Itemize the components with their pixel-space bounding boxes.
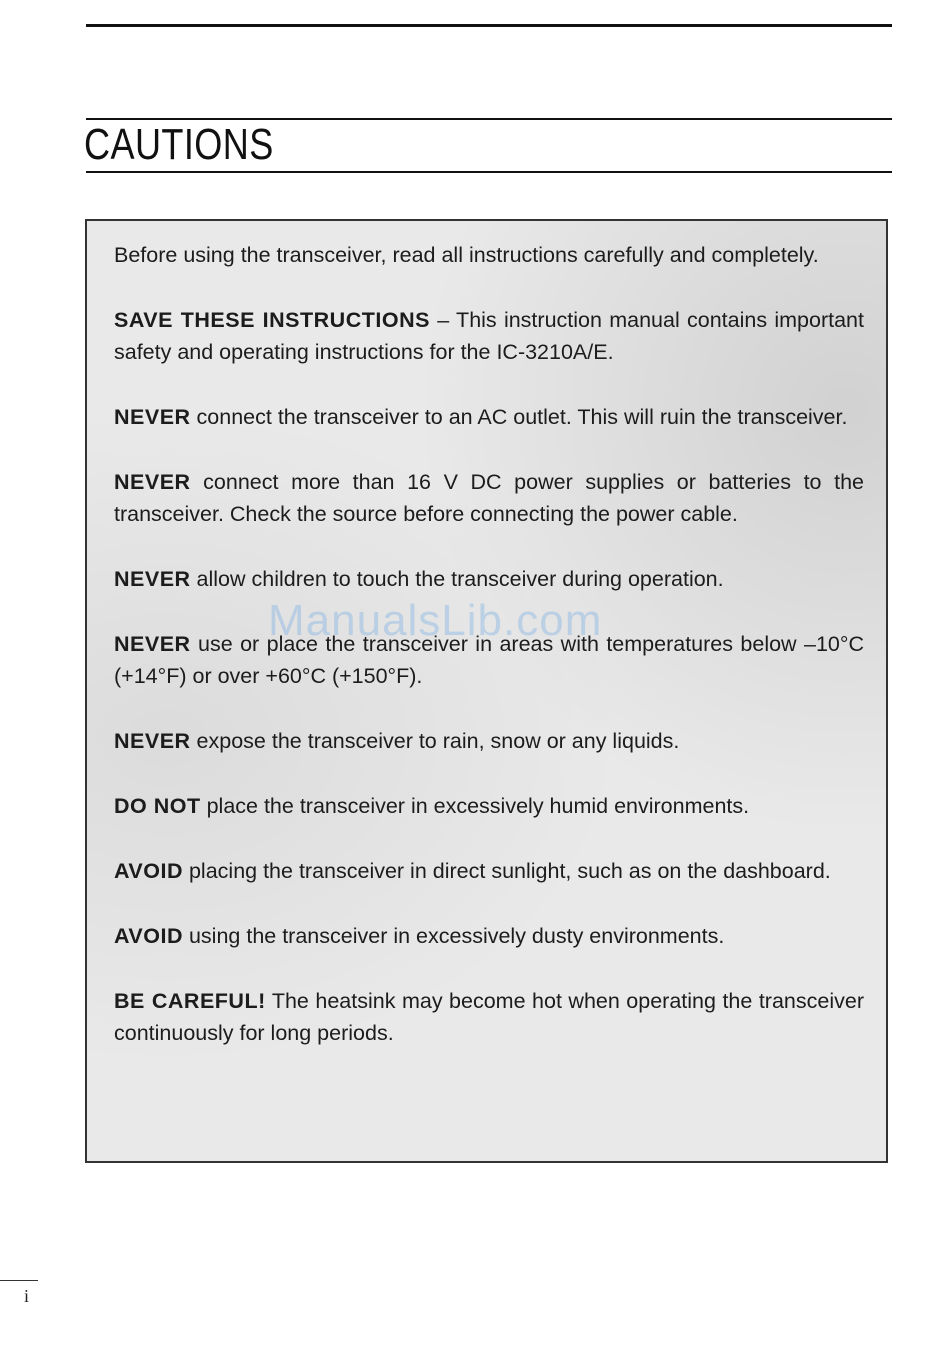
caution-lead: AVOID bbox=[114, 924, 183, 948]
caution-text: expose the transceiver to rain, snow or any liquids. bbox=[190, 729, 680, 753]
caution-text: connect the transceiver to an AC outlet. This will ruin the transceiver. bbox=[190, 405, 848, 429]
page-number-rule bbox=[0, 1280, 38, 1281]
cautions-list bbox=[114, 239, 864, 1082]
caution-lead: NEVER bbox=[114, 729, 191, 753]
caution-text: The heatsink may become hot when operating the transceiver continuously for long periods. bbox=[114, 989, 864, 1045]
caution-item bbox=[114, 239, 864, 271]
caution-item bbox=[114, 855, 864, 887]
caution-text: – This instruction manual contains important safety and operating instructions for the IC-3210A/E. bbox=[114, 308, 864, 364]
page-number: i bbox=[24, 1286, 30, 1306]
caution-text: connect more than 16 V DC power supplies or batteries to the transceiver. Check the source before connecting the power cable. bbox=[114, 470, 864, 526]
caution-lead: SAVE THESE INSTRUCTIONS bbox=[114, 308, 430, 332]
caution-text: using the transceiver in excessively dusty environments. bbox=[183, 924, 725, 948]
page-title: CAUTIONS bbox=[84, 120, 274, 169]
caution-lead: NEVER bbox=[114, 470, 191, 494]
caution-item bbox=[114, 401, 864, 433]
caution-lead: NEVER bbox=[114, 567, 191, 591]
caution-text: Before using the transceiver, read all instructions carefully and completely. bbox=[114, 243, 819, 267]
caution-text: placing the transceiver in direct sunlight, such as on the dashboard. bbox=[183, 859, 831, 883]
caution-item bbox=[114, 725, 864, 757]
caution-text: place the transceiver in excessively humid environments. bbox=[200, 794, 750, 818]
caution-item bbox=[114, 985, 864, 1049]
caution-text: allow children to touch the transceiver during operation. bbox=[190, 567, 724, 591]
caution-lead: DO NOT bbox=[114, 794, 201, 818]
title-bottom-rule bbox=[86, 171, 892, 173]
caution-item bbox=[114, 304, 864, 368]
caution-lead: NEVER bbox=[114, 632, 191, 656]
caution-item bbox=[114, 563, 864, 595]
caution-item bbox=[114, 466, 864, 530]
caution-lead: BE CAREFUL! bbox=[114, 989, 266, 1013]
caution-lead: AVOID bbox=[114, 859, 183, 883]
caution-lead: NEVER bbox=[114, 405, 191, 429]
top-rule bbox=[86, 24, 892, 27]
watermark: ManualsLib.com bbox=[268, 596, 603, 645]
caution-item bbox=[114, 790, 864, 822]
caution-text: use or place the transceiver in areas with temperatures below –10°C (+14°F) or over +60°C (+150°F). bbox=[114, 632, 864, 688]
caution-item bbox=[114, 920, 864, 952]
caution-item bbox=[114, 628, 864, 692]
cautions-box bbox=[85, 219, 888, 1163]
